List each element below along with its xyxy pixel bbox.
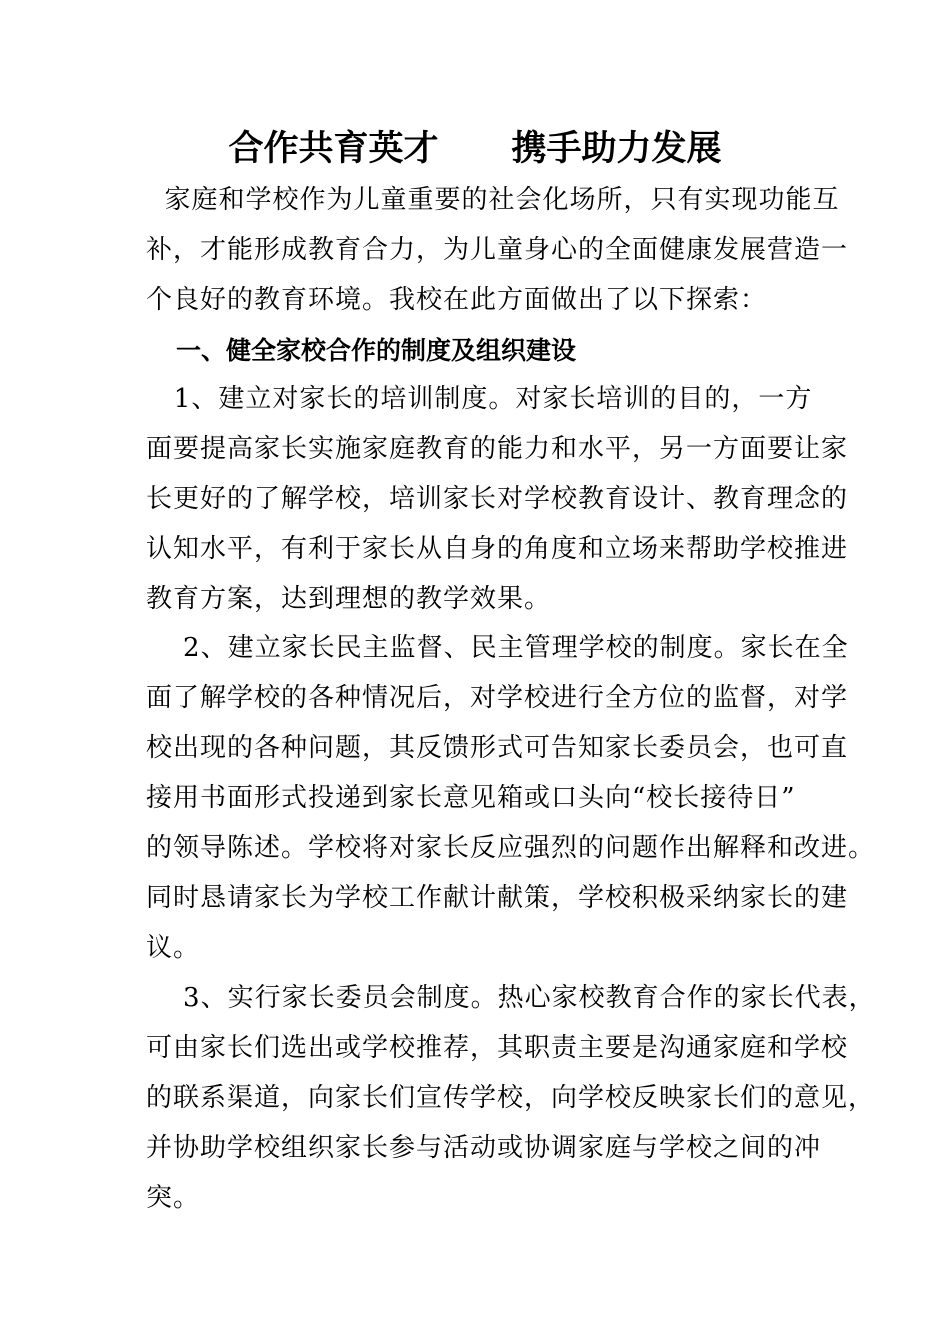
paragraph-line: 的联系渠道，向家长们宣传学校，向学校反映家长们的意见， [146,1083,876,1113]
intro-line: 个良好的教育环境。我校在此方面做出了以下探索： [146,285,768,315]
paragraph-line: 1、建立对家长的培训制度。对家长培训的目的，一方 [146,384,813,414]
paragraph-line: 校出现的各种问题，其反馈形式可告知家长委员会，也可直 [146,733,849,763]
paragraph-line: 面了解学校的各种情况后，对学校进行全方位的监督，对学 [146,683,849,713]
paragraph-line: 教育方案，达到理想的教学效果。 [146,584,552,614]
paragraph-line: 同时恳请家长为学校工作献计献策，学校积极采纳家长的建 [146,883,849,913]
paragraph-line: 接用书面形式投递到家长意见箱或口头向“校长接待日” [146,783,796,813]
paragraph-line: 的领导陈述。学校将对家长反应强烈的问题作出解释和改进。 [146,833,876,863]
paragraph-line: 长更好的了解学校，培训家长对学校教育设计、教育理念的 [146,484,849,514]
page-title: 合作共育英才 携手助力发展 [228,128,722,169]
paragraph-line: 认知水平，有利于家长从自身的角度和立场来帮助学校推进 [146,534,849,564]
paragraph-line: 并协助学校组织家长参与活动或协调家庭与学校之间的冲 [146,1133,822,1163]
paragraph-line: 面要提高家长实施家庭教育的能力和水平，另一方面要让家 [146,434,849,464]
paragraph-line: 3、实行家长委员会制度。热心家校教育合作的家长代表， [146,983,876,1013]
paragraph-line: 议。 [146,933,201,963]
intro-line: 补，才能形成教育合力，为儿童身心的全面健康发展营造一 [146,235,849,265]
paragraph-line: 突。 [146,1183,201,1213]
paragraph-line: 可由家长们选出或学校推荐，其职责主要是沟通家庭和学校 [146,1033,849,1063]
section-heading: 一、健全家校合作的制度及组织建设 [176,336,577,365]
intro-line: 家庭和学校作为儿童重要的社会化场所，只有实现功能互 [146,185,840,215]
paragraph-line: 2、建立家长民主监督、民主管理学校的制度。家长在全 [146,633,849,663]
